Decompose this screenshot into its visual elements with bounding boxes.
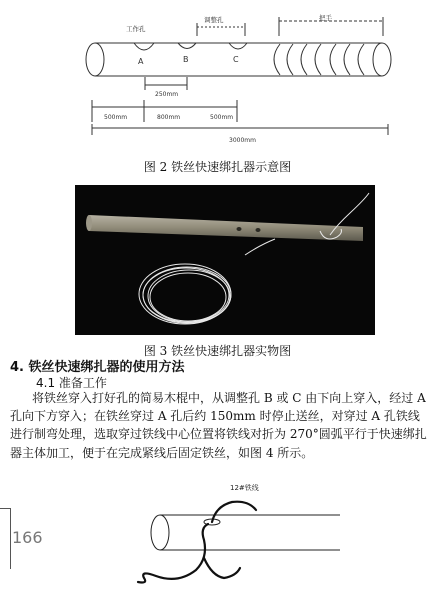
subsection-heading: 4.1 准备工作 [36, 376, 107, 390]
hole-b-icon [178, 43, 196, 49]
figure-3-caption: 图 3 铁丝快速绑扎器实物图 [143, 344, 292, 358]
margin-bracket [0, 508, 11, 569]
dim-800mm: 800mm [157, 114, 181, 121]
label-adjust-hole: 调整孔 [204, 16, 224, 24]
dim-500mm: 500mm [104, 114, 128, 121]
dim-3000mm: 3000mm [229, 137, 256, 144]
page-number: 166 [12, 528, 43, 547]
label-b: B [183, 55, 189, 64]
dim-500mm-2: 500mm [210, 114, 234, 121]
hole-c-icon [229, 43, 247, 49]
label-work-hole: 工作孔 [126, 25, 146, 33]
figure-3-photo [75, 185, 375, 335]
label-a: A [138, 57, 144, 66]
label-12-wire: 12#铁线 [230, 484, 259, 492]
label-handle: 把手 [319, 14, 332, 22]
hole-a-icon [134, 43, 154, 50]
label-c: C [233, 55, 239, 64]
section-heading: 4. 铁丝快速绑扎器的使用方法 [10, 360, 185, 375]
figure-2-schematic [0, 0, 435, 150]
body-paragraph: 将铁丝穿入打好孔的简易木棍中，从调整孔 B 或 C 由下向上穿入，经过 A 孔向下方穿入；在铁丝穿过 A 孔后约 150mm 时停止送丝，对穿过 A 孔铁线进行制弯处理，选取穿过铁线中心位置将铁线对折为 270°圆弧平行于快速绑扎器主体加工，便于在完成紧线后固定铁丝，如图 4 所示。 [10, 391, 427, 460]
figure-4-sketch [100, 478, 340, 589]
dim-250mm: 250mm [155, 91, 179, 98]
figure-2-caption: 图 2 铁丝快速绑扎器示意图 [143, 160, 292, 174]
